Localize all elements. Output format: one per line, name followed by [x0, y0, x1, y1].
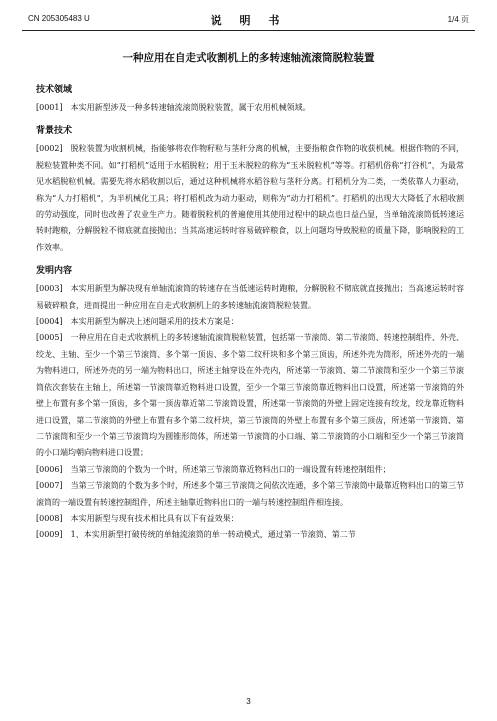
paragraph: [36, 330, 464, 461]
document-body: [36, 84, 464, 544]
paragraph-text: 一种应用在自走式收割机上的多转速轴流滚筒脱粒装置，包括第一节滚筒、第二节滚筒、转速控制组件、外壳、绞龙、主轴、至少一个第三节滚筒、多个第一顶齿、多个第二纹杆块和多个第三顶齿，所述外壳为筒形，所述外壳的一端为物料进口，所述外壳的另一端为物料出口，所述主轴穿设在外壳内，所述第一节滚筒、第二节滚筒和至少一个第三节滚筒依次套装在主轴上，所述第一节滚筒靠近物料进口设置，至少一个第三节滚筒靠近物料出口设置，所述第一节滚筒的外壁上布置有多个第一顶齿，多个第一顶齿靠近第二节滚筒设置，所述第一节滚筒的外壁上固定连接有绞龙，绞龙靠近物料进口设置，第二节滚筒的外壁上布置有多个第二纹杆块，第三节滚筒的外壁上布置有多个第三顶齿，所述第一节滚筒、第二节滚筒和至少一个第三节滚筒均为圆锥形筒体，所述第一节滚筒的小口端、第二节滚筒的小口端和至少一个第三节滚筒的小口端均朝向物料进口设置；: [36, 333, 464, 458]
paragraph: [36, 511, 464, 527]
document-type: 说 明 书: [210, 14, 287, 27]
paragraph: [36, 462, 464, 478]
paragraph-text: 1、本实用新型打破传统的单轴流滚筒的单一转动模式，通过第一节滚筒、第二节: [70, 530, 356, 540]
paragraph-number: [0007]: [36, 481, 63, 491]
header-rule: [22, 30, 475, 31]
page-indicator: 1/4 页: [447, 15, 469, 24]
section-heading: 发明内容: [36, 266, 73, 277]
paragraph-text: 脱粒装置为收割机械，指能够将农作物籽粒与茎秆分离的机械，主要指粮食作物的收获机械。根据作物的不同，脱粒装置种类不同。如“打稻机”适用于水稻脱粒；用于玉米脱粒的称为“玉米脱粒机”等等。打稻机俗称“打谷机”，为最常见水稻脱粒机械。需要先将水稻收割以后，通过这种机械将水稻谷粒与茎秆分离。打稻机分为二类，一类依靠人力驱动，称为“人力打稻机”，为半机械化工具；将打稻机改为动力驱动，则称为“动力打稻机”。打稻机的出现大大降低了水稻收割的劳动强度，同时也改善了农业生产力。随着脱粒机的普遍使用其使用过程中的缺点也日益凸显，当单轴流滚筒低转速运转时跑粮，分解脱粒不彻底就直接抛出；当其高速运转时容易破碎粮食，以上问题均导致脱粒的质量下降，影响脱粒的工作效率。: [36, 144, 464, 252]
document-title: 一种应用在自走式收割机上的多转速轴流滚筒脱粒装置: [122, 52, 375, 64]
paragraph-number: [0005]: [36, 333, 63, 343]
paragraph-number: [0009]: [36, 530, 63, 540]
paragraph: [36, 100, 464, 116]
section-heading: 技术领域: [36, 85, 73, 95]
section-heading: 背景技术: [36, 126, 73, 137]
paragraph: [36, 141, 464, 256]
paragraph-text: 当第三节滚筒的个数为一个时，所述第三节滚筒靠近物料出口的一端设置有转速控制组件；: [70, 464, 391, 474]
paragraph-text: 本实用新型与现有技术相比具有以下有益效果：: [70, 513, 239, 523]
paragraph-number: [0008]: [36, 513, 63, 523]
paragraph: [36, 478, 464, 511]
paragraph: [36, 527, 464, 543]
paragraph: [36, 281, 464, 314]
paragraph-text: 本实用新型涉及一种多转速轴流滚筒脱粒装置，属于农用机械领域。: [70, 103, 311, 112]
paragraph-number: [0002]: [36, 144, 63, 154]
paragraph-text: 本实用新型为解决现有单轴流滚筒的转速存在当低速运转时跑粮，分解脱粒不彻底就直接抛出；当高速运转时容易破碎粮食，进而提出一种应用在自走式收割机上的多转速轴流滚筒脱粒装置。: [36, 284, 464, 310]
paragraph-text: 当第三节滚筒的个数为多个时，所述多个第三节滚筒之间依次连通，多个第三节滚筒中最靠近物料出口的第三节滚筒的一端设置有转速控制组件，所述主轴靠近物料出口的一端与转速控制组件相连接。: [36, 481, 464, 507]
paragraph-number: [0004]: [36, 317, 63, 327]
publication-number: CN 205305483 U: [28, 14, 90, 23]
paragraph-number: [0003]: [36, 284, 63, 294]
page-number: 3: [246, 697, 251, 706]
paragraph-text: 本实用新型为解决上述问题采用的技术方案是：: [70, 317, 239, 327]
paragraph: [36, 314, 464, 330]
paragraph-number: [0001]: [36, 103, 63, 112]
page-header: [28, 12, 469, 28]
paragraph-number: [0006]: [36, 464, 63, 474]
